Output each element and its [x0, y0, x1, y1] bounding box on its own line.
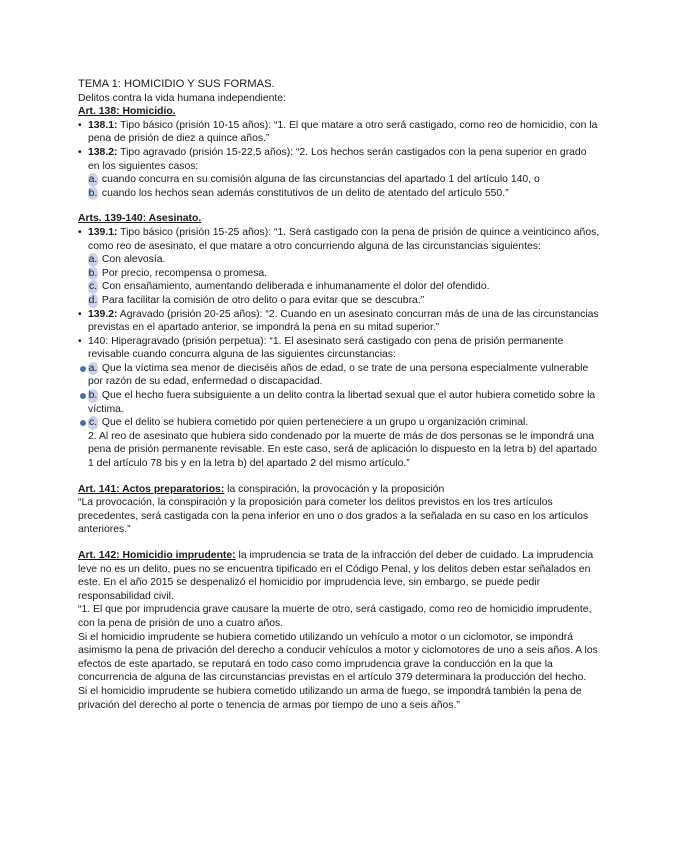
art140-sub-c: [78, 416, 600, 430]
art138-2-item: [78, 146, 600, 173]
art142-heading: Art. 142: Homicidio imprudente:: [78, 550, 236, 561]
art138-1-text: Tipo básico (prisión 10-15 años): “1. El que matare a otro será castigado, como reo de homicidio, con la pena de prisión de diez a quince años.”: [88, 119, 598, 145]
art139-sub-a-text: Con alevosía.: [99, 254, 166, 266]
document-title: TEMA 1: HOMICIDIO Y SUS FORMAS.: [78, 78, 275, 90]
art142-p3: Si el homicidio imprudente se hubiera cometido utilizando un arma de fuego, se impondrá también la pena de privación del derecho al porte o tenencia de armas por tiempo de uno a seis años.”: [78, 685, 582, 711]
art139-sub-c-marker: c.: [88, 281, 98, 293]
art138-sub-b-marker: b.: [88, 187, 98, 199]
art140-sub-c-text: Que el delito se hubiera cometido por quien perteneciere a un grupo u organización criminal.: [99, 417, 529, 429]
art141-heading-rest: la conspiración, la provocación y la proposición: [224, 483, 445, 495]
art139-sub-c: [78, 280, 600, 294]
art139-sub-b: [78, 267, 600, 281]
document-page: [78, 78, 600, 712]
art142-heading-rest: la imprudencia se trata de la infracción del deber de cuidado. La imprudencia leve no es un delito, pues no se encuentra tipificado en el Código Penal, y los delitos deben estar señalados en este. En el año 2015 se despenalizó el homicidio por imprudencia leve, sin embargo, se puede pedir responsabilidad civil.: [78, 550, 594, 602]
art139-sub-d-marker: d.: [88, 294, 98, 306]
art138-sub-a-marker: a.: [88, 174, 98, 186]
art139-list-2: [78, 308, 600, 362]
art139-2-label: 139.2:: [88, 308, 118, 320]
art139-sub-b-text: Por precio, recompensa o promesa.: [99, 267, 268, 279]
art138-sub-a: [78, 173, 600, 187]
art138-sub-b: [78, 187, 600, 201]
art141-heading: Art. 141: Actos preparatorios:: [78, 483, 225, 495]
bullet-dot-icon: [80, 420, 86, 426]
art139-sub-c-text: Con ensañamiento, aumentando deliberada e inhumanamente el dolor del ofendido.: [99, 281, 490, 293]
art139-1-item: [78, 226, 600, 253]
art140-item: [78, 335, 600, 362]
art139-1-text: Tipo básico (prisión 15-25 años): “1. Será castigado con la pena de prisión de quince a veinticinco años, como reo de asesinato, el que matare a otro concurriendo alguna de las circunstancias siguientes:: [88, 226, 600, 252]
art140-sub-c-marker: c.: [88, 417, 98, 429]
art138-sub-a-text: cuando concurra en su comisión alguna de las circunstancias del apartado 1 del artículo 140, o: [99, 174, 540, 186]
art138-1-item: [78, 119, 600, 146]
art140-sub-a: [78, 362, 600, 389]
art139-sub-b-marker: b.: [88, 267, 98, 279]
bullet-dot-icon: [80, 393, 86, 399]
art142-p2: Si el homicidio imprudente se hubiera cometido utilizando un vehículo a motor o un ciclomotor, se impondrá asimismo la pena de privación del derecho a conducir vehículos a motor y ciclomotores de uno a seis años. A los efectos de este apartado, se reputará en todo caso como imprudencia grave la conducción en la que la concurrencia de alguna de las circunstancias previstas en el artículo 379 determinara la producción del hecho.: [78, 631, 598, 684]
art140-sub-b-text: Que el hecho fuera subsiguiente a un delito contra la libertad sexual que el autor hubiera cometido sobre la víctima.: [88, 390, 596, 415]
art139-sub-d-text: Para facilitar la comisión de otro delito o para evitar que se descubra.”: [99, 294, 425, 306]
art139-list: [78, 226, 600, 253]
art142-heading-line: [78, 549, 600, 603]
art141-heading-line: [78, 483, 600, 497]
art139-2-text: Agravado (prisión 20-25 años): “2. Cuando en un asesinato concurran más de una de las circunstancias previstas en el apartado anterior, se impondrá la pena en su mitad superior.”: [88, 308, 599, 334]
art138-sub-b-text: cuando los hechos sean además constitutivos de un delito de atentado del artículo 550.”: [99, 187, 509, 199]
art140-paragraph-2: 2. Al reo de asesinato que hubiera sido condenado por la muerte de más de dos personas se le impondrá una pena de prisión permanente revisable. En este caso, será de aplicación lo dispuesto en la letra b) del apartado 1 del artículo 78 bis y en la letra b) del apartado 2 del mismo artículo.”: [88, 430, 597, 470]
art139-2-item: [78, 308, 600, 335]
art138-heading: Art. 138: Homicidio.: [78, 106, 176, 118]
art140-sub-b: [78, 389, 600, 416]
art138-list: [78, 119, 600, 173]
intro-text: Delitos contra la vida humana independiente:: [78, 92, 286, 104]
art138-1-label: 138.1:: [88, 119, 118, 131]
art139-sub-a-marker: a.: [88, 254, 98, 266]
art140-text: 140: Hiperagravado (prisión perpetua): “1. El asesinato será castigado con pena de prisión permanente revisable cuando concurra alguna de las siguientes circunstancias:: [88, 335, 564, 361]
art142-p1: “1. El que por imprudencia grave causare la muerte de otro, será castigado, como reo de homicidio imprudente, con la pena de prisión de uno a cuatro años.: [78, 604, 592, 629]
art140-sub-a-text: Que la víctima sea menor de dieciséis años de edad, o se trate de una persona especialmente vulnerable por razón de su edad, enfermedad o discapacidad.: [88, 362, 589, 388]
art139-sub-d: [78, 294, 600, 308]
art139-1-label: 139.1:: [88, 226, 118, 238]
art141-text: “La provocación, la conspiración y la proposición para cometer los delitos previstos en los tres artículos precedentes, será castigada con la pena inferior en uno o dos grados a la señalada en su caso en los artículos anteriores.”: [78, 497, 589, 536]
art138-2-label: 138.2:: [88, 146, 118, 158]
art140-sub-b-marker: b.: [88, 390, 98, 402]
art140-sub-a-marker: a.: [88, 362, 98, 374]
art139-sub-a: [78, 253, 600, 267]
bullet-dot-icon: [80, 366, 86, 372]
art138-2-text: Tipo agravado (prisión 15-22,5 años): “2. Los hechos serán castigados con la pena superior en grado en los siguientes casos:: [88, 146, 587, 172]
art139-heading: Arts. 139-140: Asesinato.: [78, 213, 202, 225]
